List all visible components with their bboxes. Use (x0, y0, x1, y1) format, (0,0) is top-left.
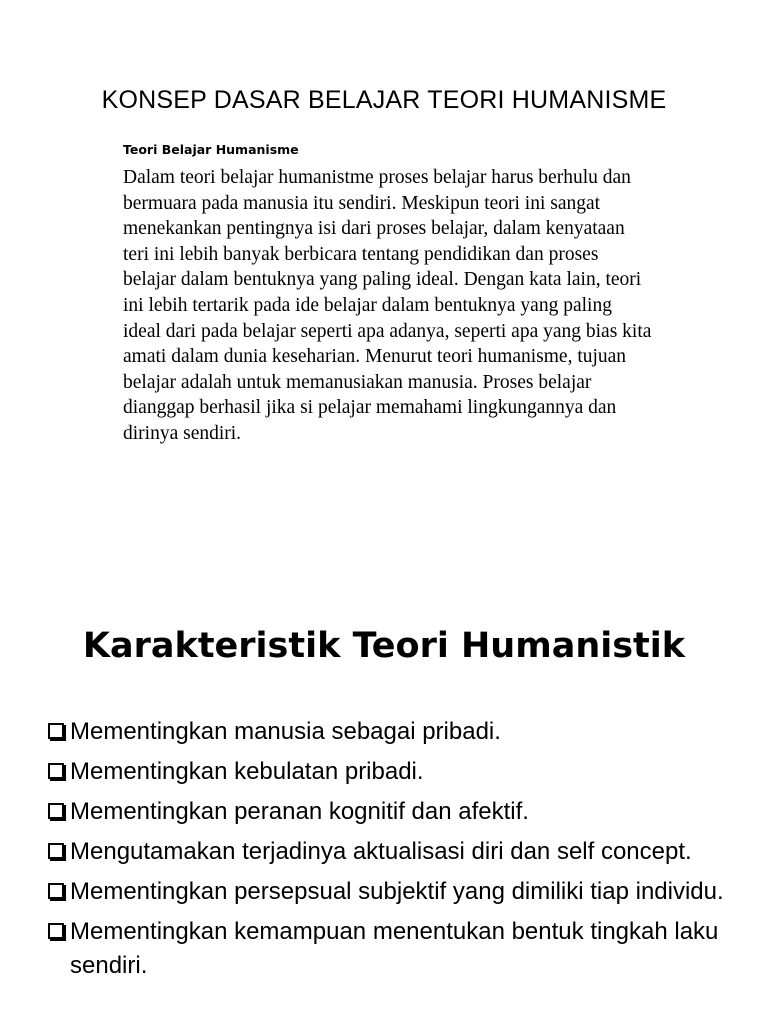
list-item-text: Mengutamakan terjadinya aktualisasi diri dan self concept. (70, 838, 692, 865)
list-item (46, 795, 736, 829)
slide-title: Karakteristik Teori Humanistik (82, 626, 686, 666)
checkbox-square-icon (48, 843, 64, 859)
slide-karakteristik (0, 560, 768, 1024)
list-item (46, 915, 736, 983)
list-item-text: Mementingkan peranan kognitif dan afektif. (70, 798, 529, 825)
bullet-list (46, 715, 736, 989)
list-item (46, 835, 736, 869)
list-item (46, 715, 736, 749)
list-item-text: Mementingkan kebulatan pribadi. (70, 758, 424, 785)
slide-title: KONSEP DASAR BELAJAR TEORI HUMANISME (101, 86, 667, 114)
checkbox-square-icon (48, 723, 64, 739)
section-subtitle: Teori Belajar Humanisme (123, 142, 299, 157)
checkbox-square-icon (48, 923, 64, 939)
checkbox-square-icon (48, 763, 64, 779)
body-paragraph: Dalam teori belajar humanistme proses belajar harus berhulu dan bermuara pada manusia itu sendiri. Meskipun teori ini sangat menekankan pentingnya isi dari proses belajar, dalam kenyataan teri ini lebih banyak berbicara tentang pendidikan dan proses belajar dalam bentuknya yang paling ideal. Dengan kata lain, teori ini lebih tertarik pada ide belajar dalam bentuknya yang paling ideal dari pada belajar seperti apa adanya, seperti apa yang bias kita amati dalam dunia keseharian. Menurut teori humanisme, tujuan belajar adalah untuk memanusiakan manusia. Proses belajar dianggap berhasil jika si pelajar memahami lingkungannya dan dirinya sendiri. (123, 167, 652, 444)
checkbox-square-icon (48, 883, 64, 899)
list-item (46, 755, 736, 789)
list-item-text: Mementingkan kemampuan menentukan bentuk tingkah laku sendiri. (70, 918, 719, 979)
list-item (46, 875, 736, 909)
checkbox-square-icon (48, 803, 64, 819)
list-item-text: Mementingkan persepsual subjektif yang dimiliki tiap individu. (70, 878, 724, 905)
list-item-text: Mementingkan manusia sebagai pribadi. (70, 718, 501, 745)
